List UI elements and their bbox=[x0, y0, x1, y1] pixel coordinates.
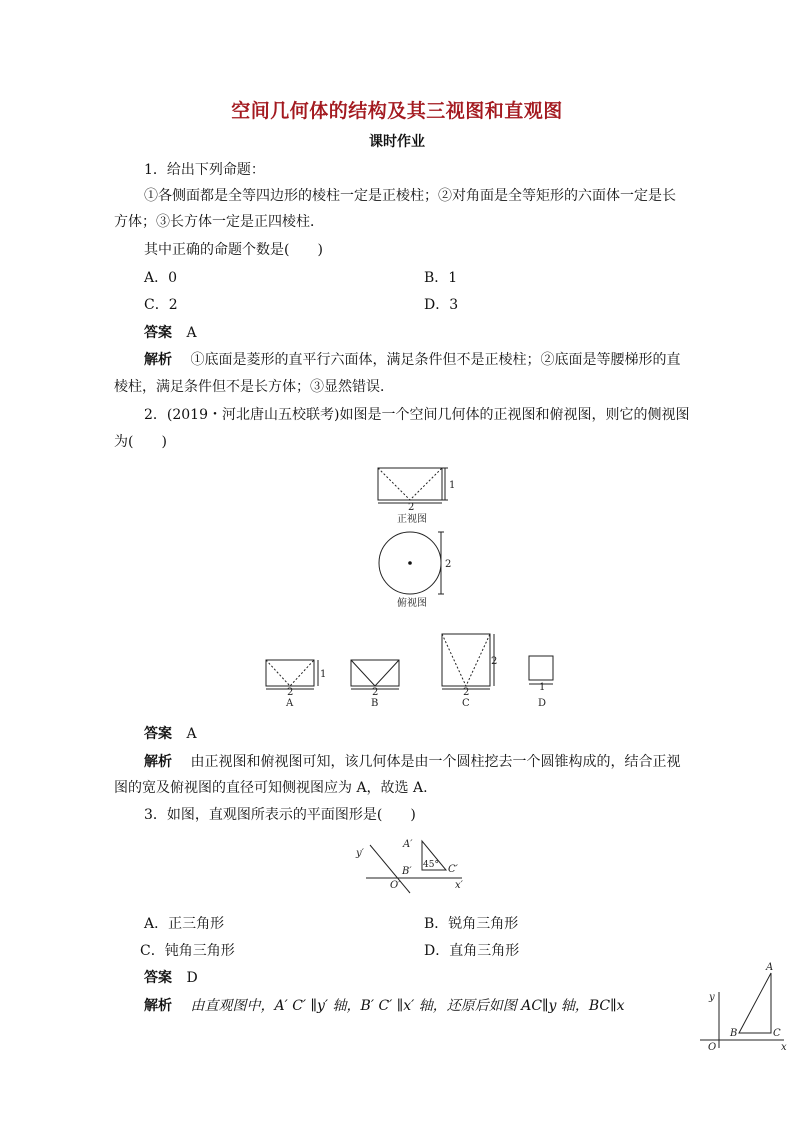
analysis-text: 由正视图和俯视图可知，该几何体是由一个圆柱挖去一个圆锥构成的，结合正视 bbox=[190, 754, 681, 770]
q3-label-a: A′ bbox=[403, 839, 413, 850]
q3-angle-label: 45° bbox=[423, 860, 439, 870]
q3-line1: 3．如图，直观图所表示的平面图形是( ) bbox=[144, 807, 416, 823]
front-view-figure bbox=[378, 468, 448, 503]
opt-a-dim: 2 bbox=[287, 687, 294, 698]
q3b-label-b: B bbox=[730, 1028, 738, 1039]
analysis-text: 由直观图中，A′ C′ ∥y′ 轴，B′ C′ ∥x′ 轴，还原后如图 AC∥y 轴，BC∥x bbox=[190, 998, 625, 1014]
q3-label-x: x′ bbox=[455, 880, 463, 891]
answer-label: 答案 bbox=[144, 325, 172, 341]
q3-analysis-line1 bbox=[144, 996, 625, 1016]
opt-d-label: D bbox=[538, 698, 547, 709]
q3b-label-o: O bbox=[708, 1042, 717, 1053]
q2-answer bbox=[144, 724, 197, 744]
analysis-label: 解析 bbox=[144, 352, 172, 368]
q3-option-a: A．正三角形 bbox=[144, 916, 225, 932]
top-view-caption: 俯视图 bbox=[397, 598, 427, 609]
answer-value: A bbox=[186, 325, 197, 341]
q3-option-c: C．钝角三角形 bbox=[140, 943, 235, 959]
answer-label: 答案 bbox=[144, 970, 172, 986]
q1-analysis-line2: 棱柱，满足条件但不是长方体；③显然错误． bbox=[114, 379, 394, 395]
opt-a-dim1: 1 bbox=[320, 669, 327, 680]
option-d-figure bbox=[529, 656, 553, 684]
front-dim-2: 2 bbox=[408, 502, 415, 513]
q2-line2: 为( ) bbox=[114, 434, 167, 450]
answer-value: D bbox=[186, 970, 198, 986]
top-dim-2: 2 bbox=[445, 559, 452, 570]
q3b-label-y: y bbox=[709, 992, 715, 1003]
option-b-figure bbox=[351, 660, 399, 689]
analysis-label: 解析 bbox=[144, 998, 172, 1014]
q1-option-b: B．1 bbox=[424, 270, 458, 286]
front-dim-1: 1 bbox=[449, 480, 456, 491]
q1-stem: 1．给出下列命题： bbox=[144, 162, 265, 178]
q3b-label-a: A bbox=[766, 962, 774, 973]
q3-label-c: C′ bbox=[448, 864, 458, 875]
option-c-figure bbox=[442, 634, 494, 689]
q2-analysis-line2: 图的宽及俯视图的直径可知侧视图应为 A，故选 A. bbox=[114, 780, 428, 796]
q3-label-o: O′ bbox=[390, 880, 401, 891]
q1-line2: 方体；③长方体一定是正四棱柱． bbox=[114, 214, 324, 230]
q3-option-b: B．锐角三角形 bbox=[424, 916, 519, 932]
q1-line1: ①各侧面都是全等四边形的棱柱一定是正棱柱；②对角面是全等矩形的六面体一定是长 bbox=[144, 188, 676, 204]
q3-label-b: B′ bbox=[402, 866, 412, 877]
opt-c-dim: 2 bbox=[463, 687, 470, 698]
q2-analysis-line1 bbox=[144, 752, 680, 772]
q3b-label-x: x bbox=[781, 1042, 787, 1053]
opt-d-dim1: 1 bbox=[539, 682, 546, 693]
opt-c-label: C bbox=[462, 698, 470, 709]
q3-option-d: D．直角三角形 bbox=[424, 943, 520, 959]
q3b-label-c: C bbox=[773, 1028, 781, 1039]
page-subtitle: 课时作业 bbox=[369, 134, 425, 150]
q1-line3: 其中正确的命题个数是( ) bbox=[144, 242, 323, 258]
front-view-caption: 正视图 bbox=[397, 514, 427, 525]
option-a-figure bbox=[266, 660, 318, 689]
page-title: 空间几何体的结构及其三视图和直观图 bbox=[231, 100, 563, 122]
q3-analysis-figure bbox=[700, 973, 784, 1048]
opt-b-dim: 2 bbox=[372, 687, 379, 698]
q1-option-a: A．0 bbox=[144, 270, 178, 286]
answer-label: 答案 bbox=[144, 726, 172, 742]
answer-value: A bbox=[186, 726, 197, 742]
opt-b-label: B bbox=[371, 698, 379, 709]
analysis-label: 解析 bbox=[144, 754, 172, 770]
q1-option-c: C．2 bbox=[144, 297, 178, 313]
opt-a-label: A bbox=[286, 698, 294, 709]
opt-c-dim2: 2 bbox=[491, 656, 498, 667]
q1-option-d: D．3 bbox=[424, 297, 459, 313]
analysis-text: ①底面是菱形的直平行六面体，满足条件但不是正棱柱；②底面是等腰梯形的直 bbox=[190, 352, 681, 368]
q2-line1: 2．(2019・河北唐山五校联考)如图是一个空间几何体的正视图和俯视图，则它的侧视图 bbox=[144, 407, 690, 423]
q3-label-y: y′ bbox=[356, 848, 364, 859]
q3-answer bbox=[144, 968, 198, 988]
